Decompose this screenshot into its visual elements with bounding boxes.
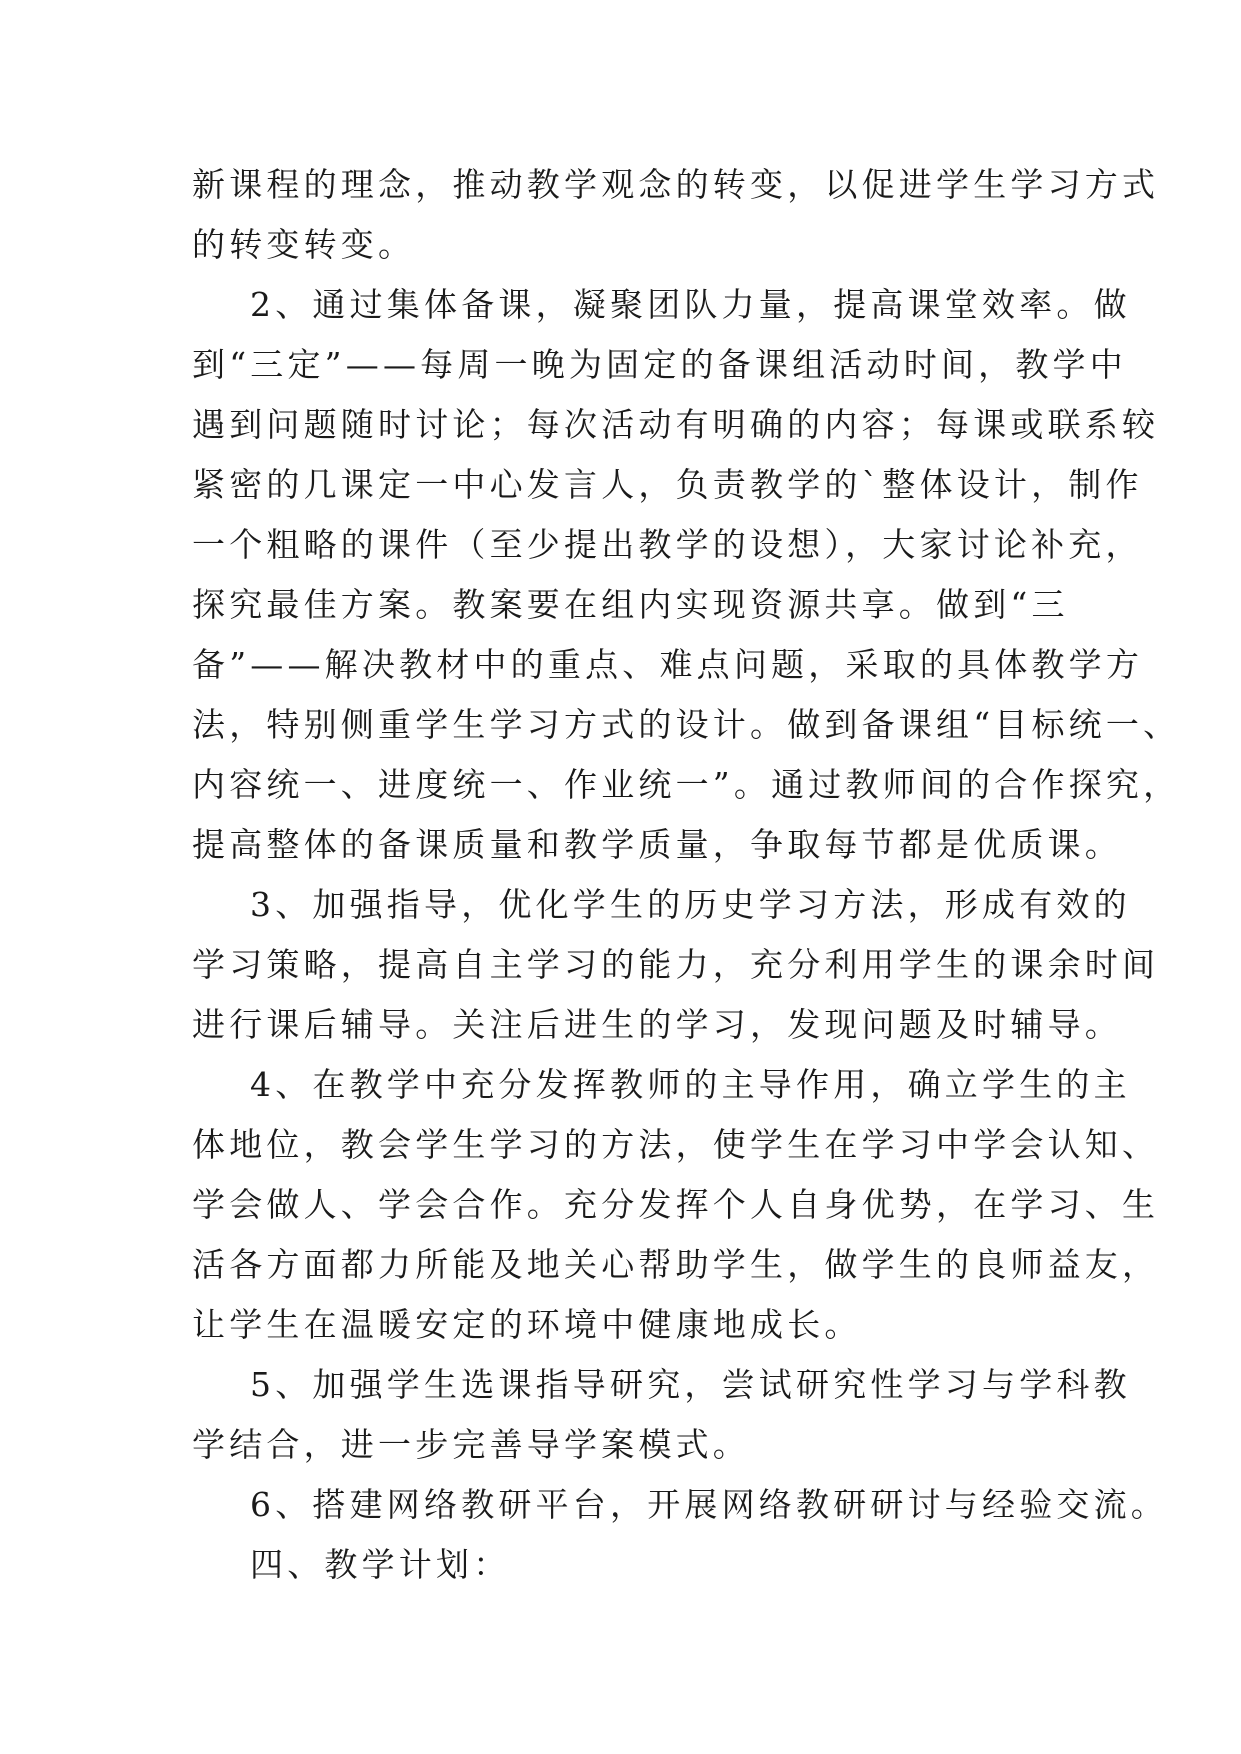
text-line: 5、加强学生选课指导研究，尝试研究性学习与学科教 — [250, 1365, 1131, 1404]
text-line: 体地位，教会学生学习的方法，使学生在学习中学会认知、 — [192, 1125, 1160, 1164]
text-line: 法，特别侧重学生学习方式的设计。做到备课组“目标统一、 — [192, 705, 1181, 744]
text-line: 学习策略，提高自主学习的能力，充分利用学生的课余时间 — [192, 945, 1160, 984]
text-line: 活各方面都力所能及地关心帮助学生，做学生的良师益友， — [192, 1245, 1160, 1284]
text-line: 内容统一、进度统一、作业统一”。通过教师间的合作探究， — [192, 765, 1181, 804]
text-line: 2、通过集体备课，凝聚团队力量，提高课堂效率。做 — [250, 285, 1131, 324]
document-body — [192, 155, 1181, 1595]
text-line: 3、加强指导，优化学生的历史学习方法，形成有效的 — [250, 885, 1131, 924]
text-line: 遇到问题随时讨论；每次活动有明确的内容；每课或联系较 — [192, 405, 1160, 444]
text-line: 让学生在温暖安定的环境中健康地成长。 — [192, 1305, 862, 1344]
text-line: 提高整体的备课质量和教学质量，争取每节都是优质课。 — [192, 825, 1122, 864]
text-line: 学会做人、学会合作。充分发挥个人自身优势，在学习、生 — [192, 1185, 1160, 1224]
text-line: 学结合，进一步完善导学案模式。 — [192, 1425, 750, 1464]
text-line: 新课程的理念，推动教学观念的转变，以促进学生学习方式 — [192, 165, 1160, 204]
text-line: 到“三定”——每周一晚为固定的备课组活动时间，教学中 — [192, 345, 1127, 384]
text-line: 4、在教学中充分发挥教师的主导作用，确立学生的主 — [250, 1065, 1131, 1104]
text-line: 紧密的几课定一中心发言人，负责教学的`整体设计，制作 — [192, 465, 1143, 504]
text-line: 的转变转变。 — [192, 225, 416, 264]
text-line: 一个粗略的课件（至少提出教学的设想），大家讨论补充， — [192, 525, 1143, 564]
text-line: 探究最佳方案。教案要在组内实现资源共享。做到“三 — [192, 585, 1069, 624]
text-line: 四、教学计划： — [250, 1545, 511, 1584]
text-line: 进行课后辅导。关注后进生的学习，发现问题及时辅导。 — [192, 1005, 1122, 1044]
text-line: 6、搭建网络教研平台，开展网络教研研讨与经验交流。 — [250, 1485, 1168, 1524]
text-line: 备”——解决教材中的重点、难点问题，采取的具体教学方 — [192, 645, 1144, 684]
